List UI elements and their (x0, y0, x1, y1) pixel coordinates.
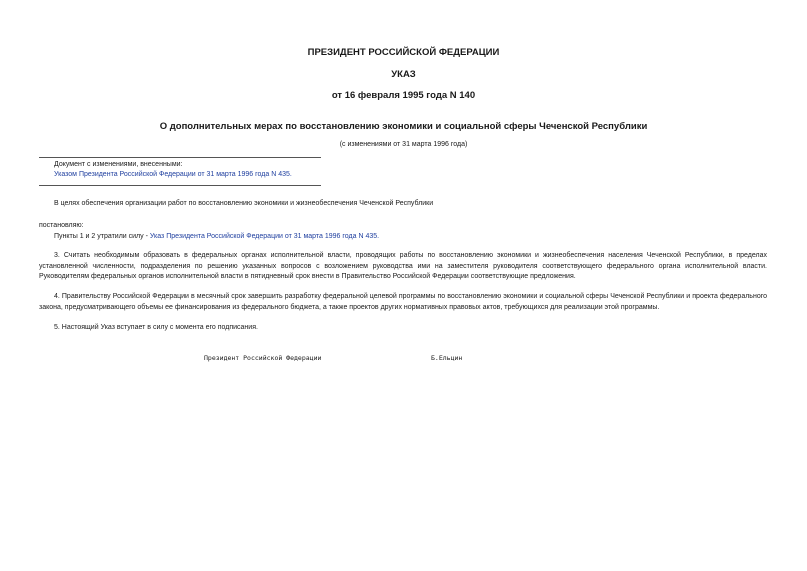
amending-decree-link[interactable]: Указом Президента Российской Федерации от 31 марта 1996 года N 435. (54, 171, 292, 178)
signature-position: Президент Российской Федерации (204, 354, 322, 362)
paragraph-1-2-prefix: Пункты 1 и 2 утратили силу - (54, 233, 150, 240)
preamble-text: В целях обеспечения организации работ по восстановлению экономики и жизнеобеспечения Чеченской Республики (54, 200, 434, 207)
paragraph-1-2 (54, 232, 379, 242)
paragraph-5: 5. Настоящий Указ вступает в силу с момента его подписания. (54, 324, 258, 331)
document-subject: О дополнительных мерах по восстановлению экономики и социальной сферы Чеченской Республики (159, 121, 648, 132)
changes-top-divider (39, 157, 321, 158)
paragraph-3: 3. Считать необходимым образовать в федеральных органах исполнительной власти, проводящих работы по восстановлению экономики и жизнеобеспечения населения Чеченской Республики, в пределах установленной численности, подразделения по решению указанных вопросов с возложением руководства ими на заместителя руководителя соответствующего федерального органа исполнительной власти. Руководителям федеральных органов исполнительной власти в пятидневный срок внести в Правительство Российской Федерации соответствующие предложения. (39, 252, 767, 280)
repealing-decree-link[interactable]: Указ Президента Российской Федерации от 31 марта 1996 года N 435. (149, 233, 380, 240)
amendments-note: (с изменениями от 31 марта 1996 года) (339, 141, 468, 148)
document-authority-title: ПРЕЗИДЕНТ РОССИЙСКОЙ ФЕДЕРАЦИИ (307, 47, 500, 58)
changes-bottom-divider (39, 185, 321, 186)
paragraph-4: 4. Правительству Российской Федерации в месячный срок завершить разработку федеральной целевой программы по восстановлению экономики и социальной сферы Чеченской Республики и проекта федерального закона, предусматривающего объемы ее финансирования из федерального бюджета, а также проектов других нормативных правовых актов, требующихся для реализации этой программы. (39, 293, 767, 311)
document-type: УКАЗ (391, 69, 416, 80)
document-date-number: от 16 февраля 1995 года N 140 (331, 90, 476, 101)
signature-name: Б.Ельцин (431, 354, 463, 362)
changes-label: Документ с изменениями, внесенными: (54, 161, 183, 168)
resolve-text: постановляю: (39, 222, 84, 229)
